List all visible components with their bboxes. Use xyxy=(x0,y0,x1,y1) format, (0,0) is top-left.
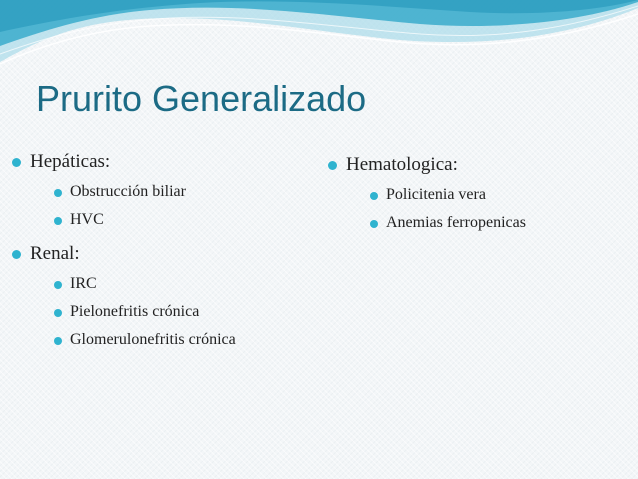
list-item-text: Pielonefritis crónica xyxy=(70,303,200,320)
bullet-icon xyxy=(54,281,62,289)
bullet-icon xyxy=(328,161,337,170)
slide-title: Prurito Generalizado xyxy=(36,78,367,119)
list-item-text: Policitenia vera xyxy=(386,186,486,203)
list-item xyxy=(346,209,624,237)
bullet-icon xyxy=(370,220,378,228)
section-hepaticas xyxy=(8,148,308,234)
section-heading: Renal: xyxy=(30,243,80,264)
section-heading: Hepáticas: xyxy=(30,151,111,172)
list-item-text: IRC xyxy=(70,275,97,292)
section-renal xyxy=(8,240,308,354)
section-hematologica xyxy=(324,151,624,237)
left-column xyxy=(8,148,308,360)
list-item xyxy=(30,206,308,234)
list-item xyxy=(30,178,308,206)
bullet-icon xyxy=(12,250,21,259)
list-item xyxy=(30,326,308,354)
list-item-text: Anemias ferropenicas xyxy=(386,214,526,231)
list-item-text: Obstrucción biliar xyxy=(70,183,186,200)
header-wave-decoration xyxy=(0,0,638,80)
bullet-icon xyxy=(54,309,62,317)
list-item-text: Glomerulonefritis crónica xyxy=(70,331,236,348)
bullet-icon xyxy=(54,189,62,197)
bullet-icon xyxy=(54,217,62,225)
section-items xyxy=(30,178,308,234)
right-column xyxy=(324,151,624,243)
list-item xyxy=(30,298,308,326)
bullet-icon xyxy=(12,158,21,167)
list-item xyxy=(346,181,624,209)
list-item xyxy=(30,270,308,298)
bullet-icon xyxy=(54,337,62,345)
section-items xyxy=(346,181,624,237)
section-items xyxy=(30,270,308,354)
list-item-text: HVC xyxy=(70,211,104,228)
bullet-icon xyxy=(370,192,378,200)
section-heading: Hematologica: xyxy=(346,154,458,175)
